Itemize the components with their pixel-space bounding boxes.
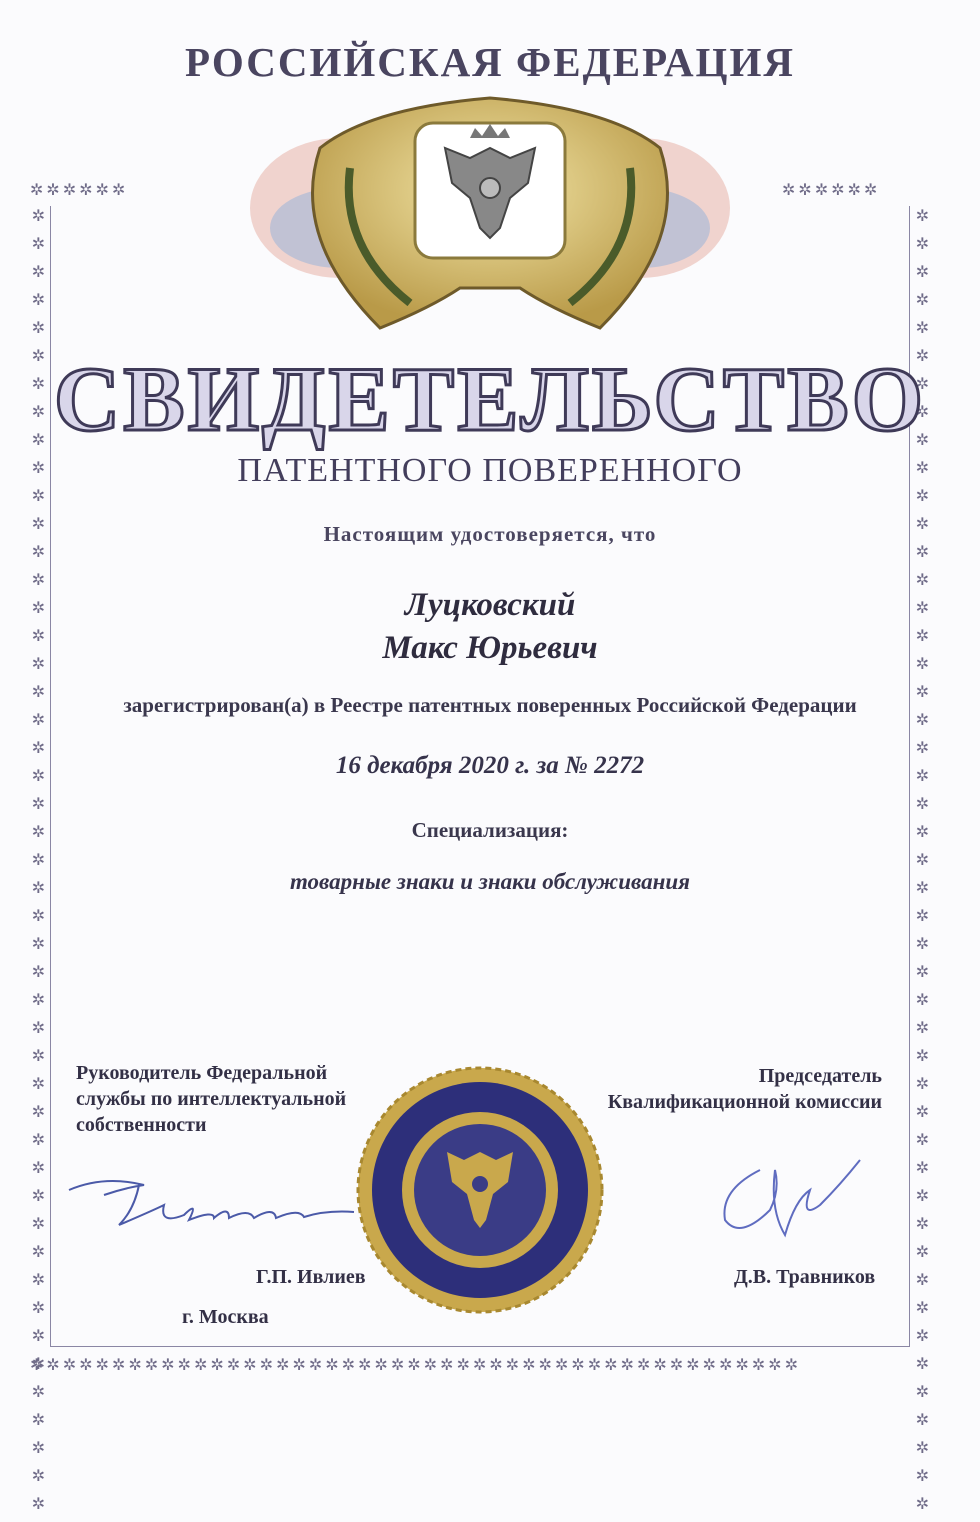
registration-text: зарегистрирован(а) в Реестре патентных поверенных Российской Федерации <box>123 693 857 717</box>
registration-date-number: 16 декабря 2020 г. за № 2272 <box>335 752 645 779</box>
issue-city: г. Москва <box>182 1306 269 1328</box>
state-emblem-icon <box>230 88 750 348</box>
specialization-value: товарные знаки и знаки обслуживания <box>289 869 691 894</box>
intro-text: Настоящим удостоверяется, что <box>323 522 657 546</box>
left-signer-title-line: Руководитель Федеральной <box>76 1062 328 1084</box>
left-signer-title-line: службы по интеллектуальной <box>76 1088 347 1110</box>
certificate-subtitle: ПАТЕНТНОГО ПОВЕРЕННОГО <box>237 452 743 489</box>
border-top-right-ornament: ✲✲✲✲✲✲ <box>782 180 881 199</box>
certificate-title: СВИДЕТЕЛЬСТВО <box>53 348 927 450</box>
official-seal <box>352 1062 608 1318</box>
border-bottom-ornament: ✲✲✲✲✲✲✲✲✲✲✲✲✲✲✲✲✲✲✲✲✲✲✲✲✲✲✲✲✲✲✲✲✲✲✲✲✲✲✲✲✲✲✲✲✲✲✲ <box>30 1355 802 1374</box>
right-signer-title <box>608 1063 882 1115</box>
left-signer-title-line: собственности <box>76 1114 207 1136</box>
country-heading: РОССИЙСКАЯ ФЕДЕРАЦИЯ <box>185 39 795 85</box>
border-top-left-ornament: ✲✲✲✲✲✲ <box>30 180 129 199</box>
right-handwritten-signature <box>700 1150 870 1250</box>
border-right-ornament: ✲✲✲✲✲✲✲✲✲✲✲✲✲✲✲✲✲✲✲✲✲✲✲✲✲✲✲✲✲✲✲✲✲✲✲✲✲✲✲✲✲✲✲✲✲✲✲ <box>913 206 932 1522</box>
right-signer-title-line: Квалификационной комиссии <box>607 1091 882 1113</box>
right-signer-title-line: Председатель <box>758 1065 882 1087</box>
right-signer-name: Д.В. Травников <box>734 1266 876 1288</box>
holder-surname: Луцковский <box>404 587 576 623</box>
border-left-ornament: ✲✲✲✲✲✲✲✲✲✲✲✲✲✲✲✲✲✲✲✲✲✲✲✲✲✲✲✲✲✲✲✲✲✲✲✲✲✲✲✲✲✲✲✲✲✲✲ <box>29 206 48 1522</box>
left-signer-name: Г.П. Ивлиев <box>256 1266 366 1288</box>
left-signer-title <box>76 1060 346 1138</box>
holder-given-names: Макс Юрьевич <box>382 630 598 666</box>
left-handwritten-signature <box>64 1170 364 1240</box>
specialization-label: Специализация: <box>411 818 569 842</box>
